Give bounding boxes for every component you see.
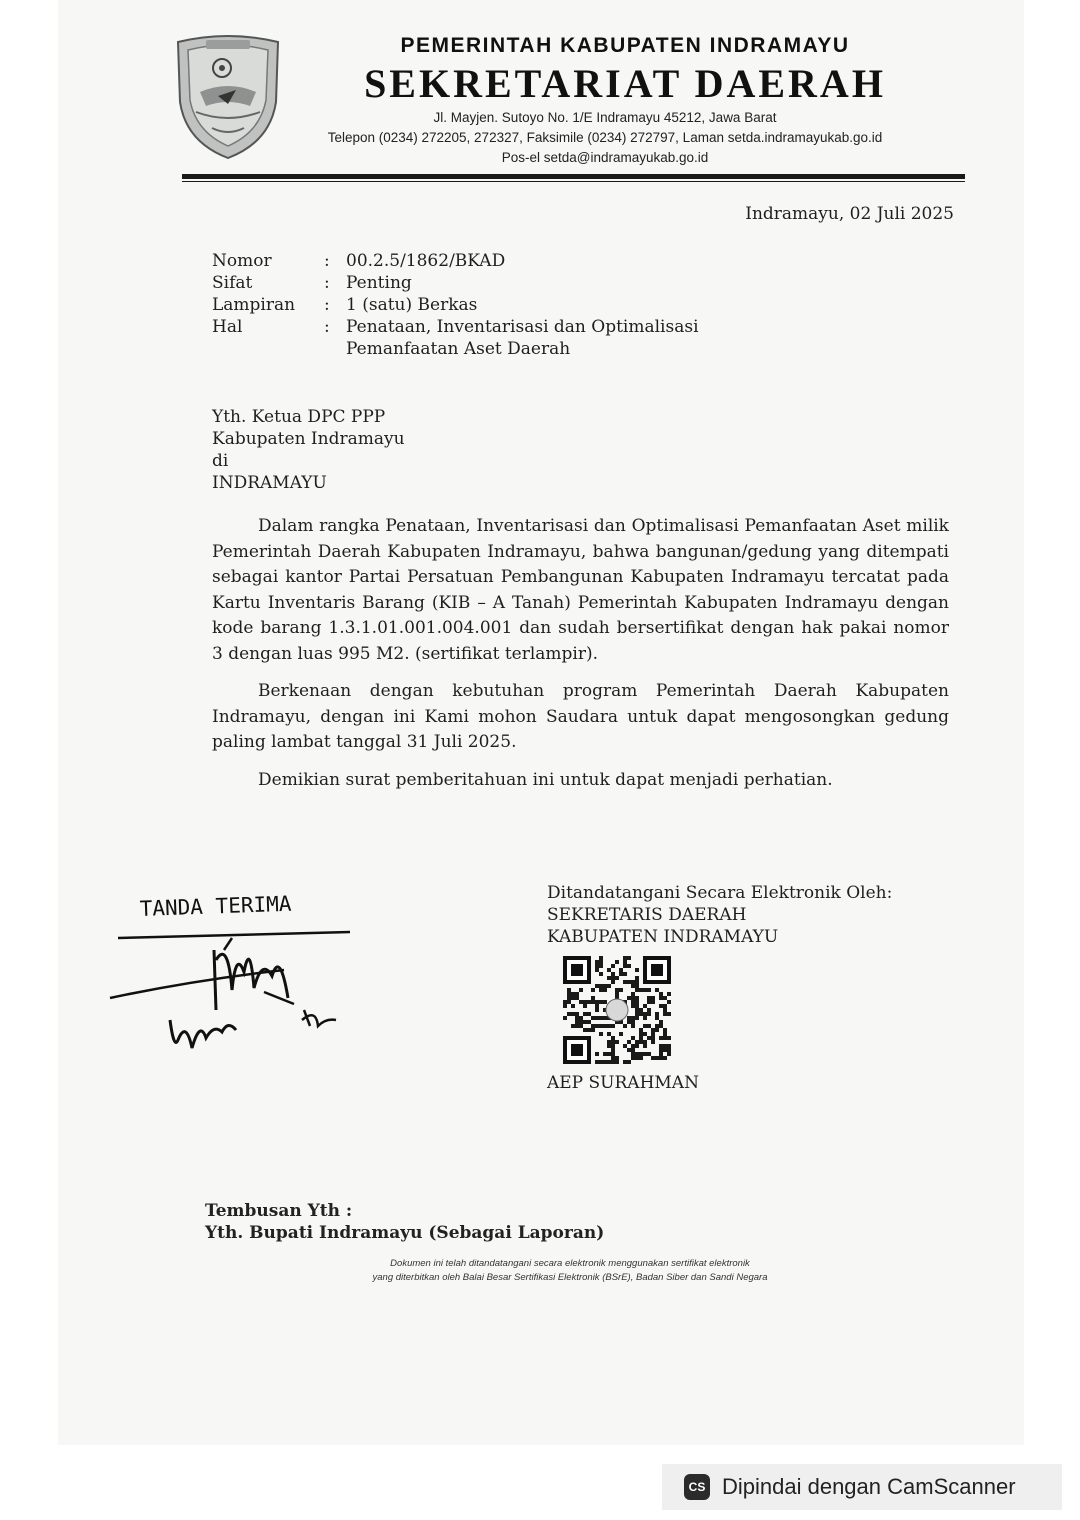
sig-line: SEKRETARIS DAERAH — [547, 905, 747, 925]
meta-row-hal — [212, 316, 766, 360]
letterhead-address: Jl. Mayjen. Sutoyo No. 1/E Indramayu 45212, Jawa Barat — [433, 110, 777, 125]
body-paragraph: Demikian surat pemberitahuan ini untuk dapat menjadi perhatian. — [258, 769, 833, 790]
meta-label: Sifat — [212, 273, 253, 293]
letterhead-email: Pos-el setda@indramayukab.go.id — [501, 150, 709, 165]
meta-colon: : — [324, 317, 330, 337]
body-paragraph: Berkenaan dengan kebutuhan program Pemerintah Daerah Kabupaten Indramayu, dengan ini Kami mohon Saudara untuk dapat mengosongkan gedung paling lambat tanggal 31 Juli 2025. — [212, 681, 949, 752]
meta-value: Penting — [346, 273, 412, 293]
copy-to-item: Yth. Bupati Indramayu (Sebagai Laporan) — [205, 1223, 605, 1243]
recipient-line: INDRAMAYU — [212, 473, 327, 493]
letterhead-divider — [182, 174, 965, 179]
receipt-handwriting: TANDA TERIMA — [139, 891, 292, 921]
letterhead-contact: Telepon (0234) 272205, 272327, Faksimile (0234) 272797, Laman setda.indramayukab.go.id — [327, 130, 883, 145]
meta-row-nomor — [212, 250, 766, 272]
sig-line: KABUPATEN INDRAMAYU — [547, 927, 779, 947]
meta-value: Penataan, Inventarisasi dan Optimalisasi Pemanfaatan Aset Daerah — [346, 317, 699, 359]
copy-to-block — [205, 1200, 604, 1244]
copy-to-heading: Tembusan Yth : — [205, 1201, 353, 1221]
meta-value: 1 (satu) Berkas — [346, 295, 478, 315]
meta-colon: : — [324, 273, 330, 293]
letter-meta — [212, 250, 766, 360]
meta-colon: : — [324, 251, 330, 271]
meta-colon: : — [324, 295, 330, 315]
camscanner-icon: CS — [684, 1474, 710, 1500]
e-signature-label — [547, 882, 892, 948]
handwritten-signature-icon — [104, 880, 364, 1060]
meta-label: Lampiran — [212, 295, 296, 315]
letter-date: Indramayu, 02 Juli 2025 — [745, 204, 954, 224]
footnote-line: yang diterbitkan oleh Balai Besar Sertifikasi Elektronik (BSrE), Badan Siber dan Sandi Negara — [372, 1272, 768, 1283]
e-signature-footnote — [290, 1257, 850, 1285]
recipient-block — [212, 406, 405, 494]
meta-row-sifat — [212, 272, 766, 294]
qr-code-icon — [563, 956, 673, 1064]
body-paragraph: Dalam rangka Penataan, Inventarisasi dan Optimalisasi Pemanfaatan Aset milik Pemerintah Daerah Kabupaten Indramayu, bahwa bangunan/gedung yang ditempati sebagai kantor Partai Persatuan Pembangunan Kabupaten Indramayu tercatat pada Kartu Inventaris Barang (KIB – A Tanah) Pemerintah Kabupaten Indramayu dengan kode barang 1.3.1.01.001.004.001 dan sudah bersertifikat dengan hak pakai nomor 3 dengan luas 995 M2. (sertifikat terlampir). — [212, 516, 949, 664]
signer-name: AEP SURAHMAN — [547, 1073, 699, 1093]
recipient-line: Yth. Ketua DPC PPP — [212, 407, 386, 427]
letterhead-office: SEKRETARIAT DAERAH — [364, 61, 886, 106]
meta-value: 00.2.5/1862/BKAD — [346, 251, 506, 271]
meta-label: Nomor — [212, 251, 272, 271]
camscanner-text: Dipindai dengan CamScanner — [722, 1474, 1016, 1499]
footnote-line: Dokumen ini telah ditandatangani secara elektronik menggunakan sertifikat elektronik — [390, 1258, 750, 1269]
letterhead-government: PEMERINTAH KABUPATEN INDRAMAYU — [400, 34, 850, 57]
camscanner-watermark — [662, 1464, 1062, 1510]
letter-body — [212, 514, 949, 805]
recipient-line: Kabupaten Indramayu — [212, 429, 405, 449]
meta-label: Hal — [212, 317, 243, 337]
meta-row-lampiran — [212, 294, 766, 316]
recipient-line: di — [212, 451, 229, 471]
sig-line: Ditandatangani Secara Elektronik Oleh: — [547, 883, 893, 903]
regency-emblem-icon — [172, 32, 284, 160]
letterhead-divider-thin — [182, 181, 965, 182]
